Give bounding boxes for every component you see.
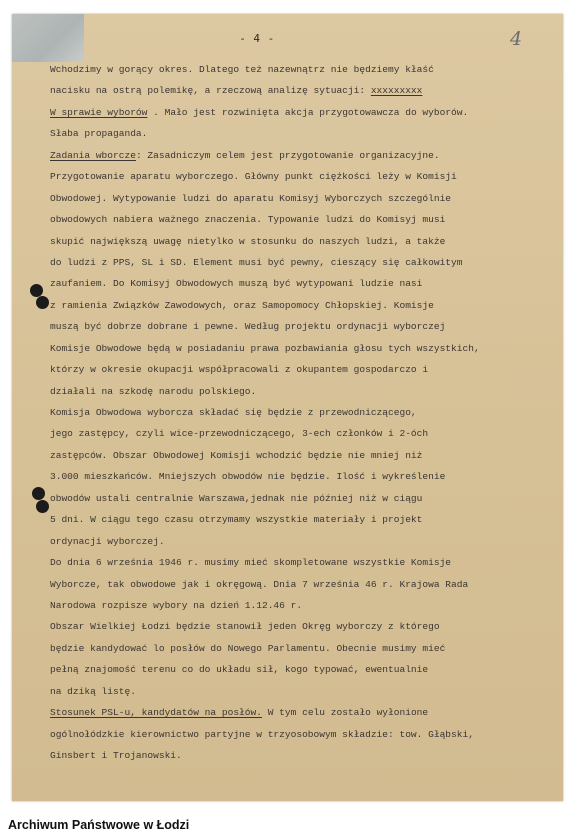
text-line [50, 231, 558, 252]
text-segment: Obszar Wielkiej Łodzi będzie stanowił jeden Okręg wyborczy z którego [50, 621, 440, 633]
text-line [50, 745, 558, 766]
text-segment: : Zasadniczym celem jest przygotowanie organizacyjne. [135, 149, 440, 161]
text-line [50, 659, 558, 680]
underlined-text: Stosunek PSL-u, kandydatów na posłów. [50, 707, 262, 719]
text-line [50, 724, 558, 745]
text-line [50, 166, 558, 187]
text-segment: jego zastępcy, czyli wice-przewodniczącego, 3-ech członków i 2-óch [50, 428, 429, 440]
text-line [50, 574, 558, 595]
text-line [50, 123, 558, 144]
text-line [50, 595, 558, 616]
text-segment: z ramienia Związków Zawodowych, oraz Samopomocy Chłopskiej. Komisje [50, 299, 434, 311]
punch-hole-icon [36, 296, 49, 309]
text-segment: 5 dni. W ciągu tego czasu otrzymamy wszystkie materiały i projekt [50, 514, 423, 526]
text-segment: ordynacji wyborczej. [50, 535, 165, 547]
text-segment: obwodów ustali centralnie Warszawa,jednak nie później niż w ciągu [50, 492, 423, 504]
text-segment: Do dnia 6 września 1946 r. musimy mieć skompletowane wszystkie Komisje [50, 557, 452, 569]
text-line [50, 145, 558, 166]
adhesive-tape [12, 14, 84, 62]
archive-name: Archiwum Państwowe w Łodzi [8, 818, 190, 832]
text-line [50, 466, 558, 487]
underlined-text: xxxxxxxxx [370, 85, 423, 97]
text-line [50, 59, 558, 80]
text-line [50, 316, 558, 337]
text-line [50, 552, 558, 573]
text-segment: Słaba propaganda. [50, 128, 148, 140]
text-segment: na dziką listę. [50, 685, 136, 697]
text-segment: Ginsbert i Trojanowski. [50, 750, 182, 761]
text-line [50, 402, 558, 423]
text-segment: ogólnołódzkie kierownictwo partyjne w trzyosobowym składzie: tow. Głąbski, [50, 728, 474, 740]
text-segment: obwodowych nabiera ważnego znaczenia. Typowanie ludzi do Komisyj musi [50, 214, 446, 226]
text-segment: Narodowa rozpisze wybory na dzień 1.12.46 r. [50, 599, 303, 611]
text-line [50, 681, 558, 702]
text-segment: pełną znajomość terenu co do układu sił, kogo typować, ewentualnie [50, 664, 429, 676]
text-segment: 3.000 mieszkańców. Mniejszych obwodów nie będzie. Ilość i wykreślenie [50, 471, 446, 483]
text-segment: muszą być dobrze dobrane i pewne. Według projektu ordynacji wyborczej [50, 321, 446, 333]
text-segment: Przygotowanie aparatu wyborczego. Główny punkt ciężkości leży w Komisji [50, 171, 457, 183]
underlined-text: Zadania wborcze [50, 149, 136, 161]
text-line [50, 531, 558, 552]
text-segment: Komisje Obwodowe będą w posiadaniu prawa pozbawiania głosu tych wszystkich, [50, 342, 480, 354]
text-line [50, 273, 558, 294]
text-segment: którzy w okresie okupacji współpracowali z okupantem gospodarczo i [50, 364, 429, 376]
text-segment: skupić największą uwagę nietylko w stosunku do naszych ludzi, a także [50, 235, 446, 247]
text-segment: Komisja Obwodowa wyborcza składać się będzie z przewodniczącego, [50, 407, 417, 418]
typed-text-body [50, 59, 558, 766]
text-line [50, 209, 558, 230]
text-line [50, 188, 558, 209]
handwritten-page-number: 4 [510, 28, 523, 50]
text-segment: W tym celu zostało wyłonione [261, 707, 429, 719]
text-segment: nacisku na ostrą polemikę, a rzeczową analizę sytuacji: [50, 85, 371, 97]
text-line [50, 359, 558, 380]
text-line [50, 295, 558, 316]
text-line [50, 488, 558, 509]
page-number-marker: - 4 - [239, 32, 275, 45]
punch-hole-icon [32, 487, 45, 500]
text-segment: Wyborcze, tak obwodowe jak i okręgową. Dnia 7 września 46 r. Krajowa Rada [50, 578, 469, 590]
text-line [50, 338, 558, 359]
text-segment: zastępców. Obszar Obwodowej Komisji wchodzić będzie nie mniej niż [50, 449, 423, 461]
text-line [50, 381, 558, 402]
text-line [50, 702, 558, 723]
text-line [50, 252, 558, 273]
text-segment: będzie kandydować lo posłów do Nowego Parlamentu. Obecnie musimy mieć [50, 642, 446, 654]
text-segment: do ludzi z PPS, SL i SD. Element musi być pewny, cieszący się całkowitym [50, 256, 463, 268]
text-segment: Wchodzimy w gorący okres. Dlatego też nazewnątrz nie będziemy kłaść [50, 64, 434, 75]
underlined-text: W sprawie wyborów [50, 106, 148, 118]
archive-footer [0, 812, 577, 840]
text-line [50, 80, 558, 101]
text-line [50, 445, 558, 466]
text-line [50, 509, 558, 530]
text-line [50, 102, 558, 123]
text-segment: zaufaniem. Do Komisyj Obwodowych muszą być wytypowani ludzie nasi [50, 278, 423, 290]
text-line [50, 616, 558, 637]
text-line [50, 638, 558, 659]
punch-hole-icon [36, 500, 49, 513]
text-segment: Obwodowej. Wytypowanie ludzi do aparatu Komisyj Wyborczych szczególnie [50, 192, 452, 204]
text-line [50, 423, 558, 444]
text-segment: . Mało jest rozwinięta akcja przygotowawcza do wyborów. [147, 106, 469, 118]
text-segment: działali na szkodę narodu polskiego. [50, 385, 257, 397]
